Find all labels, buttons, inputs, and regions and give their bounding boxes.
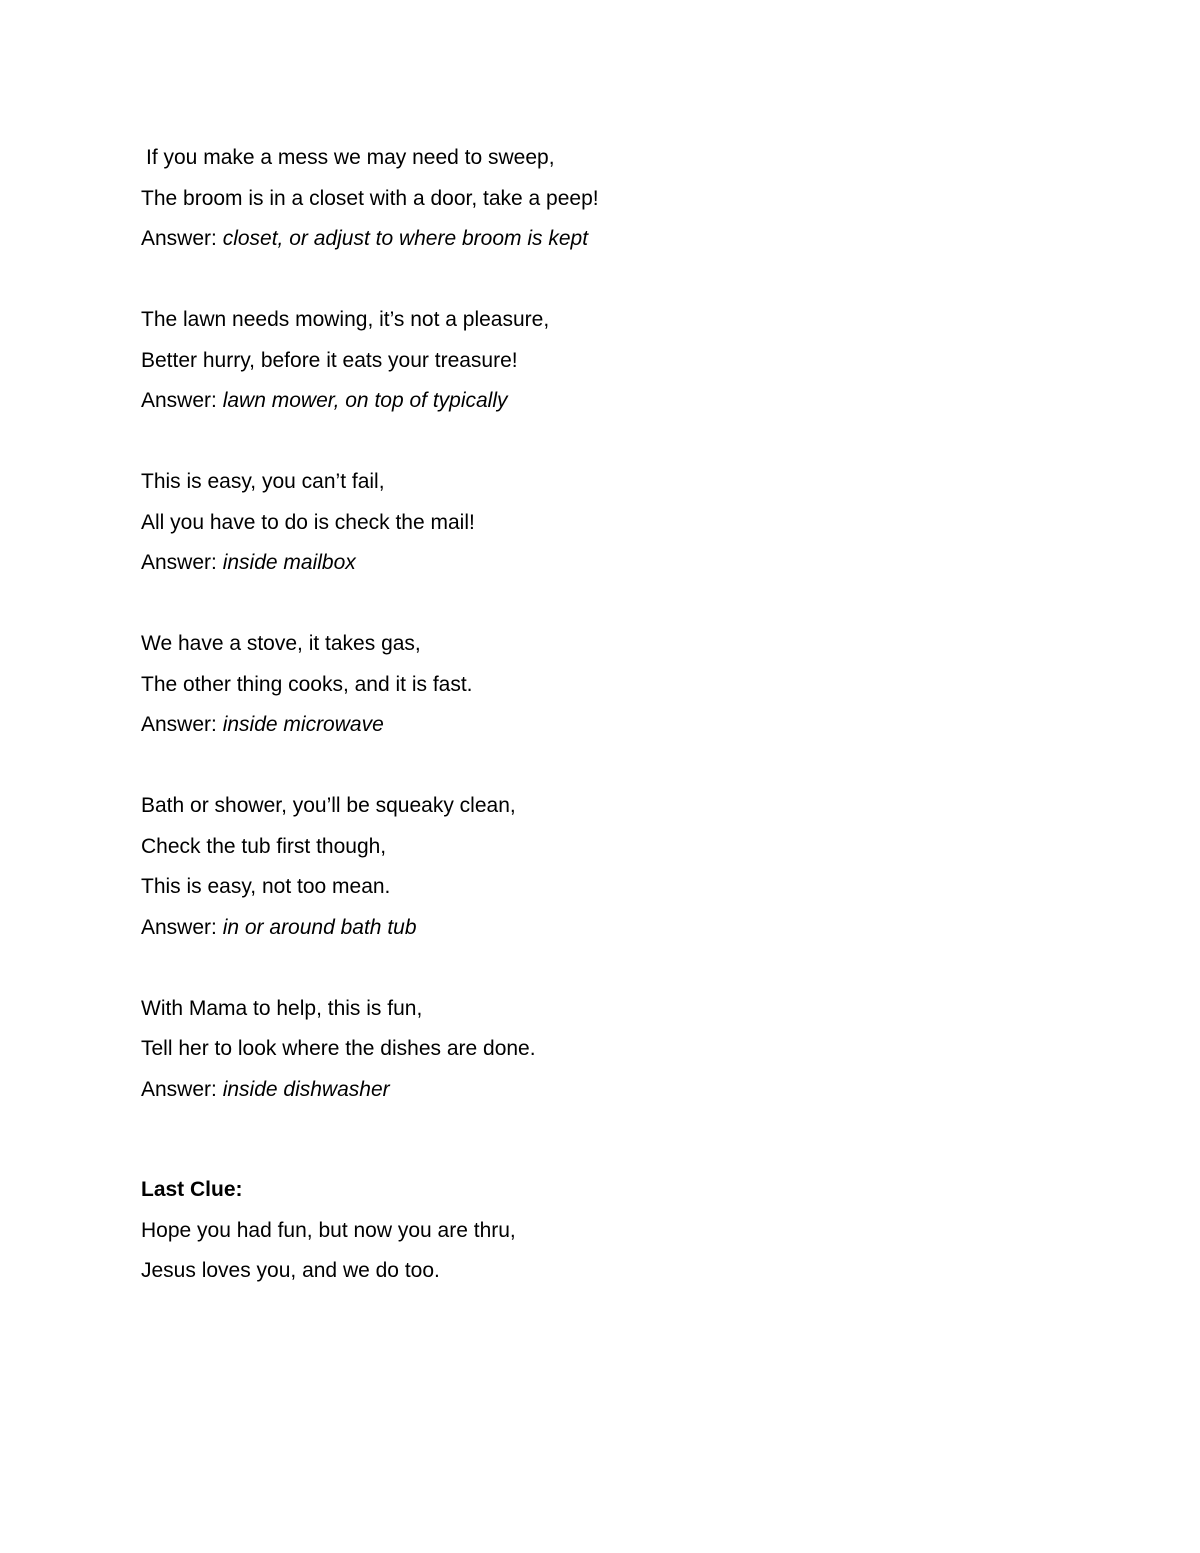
answer-line: [141, 219, 1101, 260]
clue-line: The broom is in a closet with a door, take a peep!: [141, 186, 599, 210]
clue-line: Tell her to look where the dishes are done.: [141, 1037, 536, 1060]
answer-line: [141, 381, 1101, 422]
document-body: [141, 138, 1101, 1292]
clue-block: [141, 624, 1101, 746]
answer-value: closet, or adjust to where broom is kept: [222, 227, 589, 250]
clue-line: Jesus loves you, and we do too.: [141, 1259, 440, 1282]
answer-label: Answer:: [141, 915, 217, 939]
clue-line: Hope you had fun, but now you are thru,: [141, 1218, 516, 1242]
clue-line: We have a stove, it takes gas,: [141, 632, 421, 655]
clue-block: [141, 300, 1101, 422]
clue-line: Check the tub first though,: [141, 834, 387, 858]
spacer: [141, 948, 1101, 989]
answer-value: inside mailbox: [222, 551, 356, 574]
clue-line: All you have to do is check the mail!: [141, 510, 475, 534]
spacer: [141, 584, 1101, 625]
answer-label: Answer:: [141, 713, 217, 736]
last-clue-block: [141, 1170, 1101, 1292]
clue-line: If you make a mess we may need to sweep,: [146, 146, 555, 169]
clue-block: [141, 989, 1101, 1111]
clue-line: Bath or shower, you’ll be squeaky clean,: [141, 794, 516, 817]
spacer: [141, 422, 1101, 463]
answer-label: Answer:: [141, 551, 217, 574]
answer-label: Answer:: [141, 389, 217, 412]
clue-line: The other thing cooks, and it is fast.: [141, 672, 473, 696]
answer-label: Answer:: [141, 227, 217, 250]
answer-line: [141, 908, 1101, 949]
clue-line: With Mama to help, this is fun,: [141, 996, 423, 1020]
answer-value: lawn mower, on top of typically: [222, 389, 508, 412]
spacer: [141, 1110, 1101, 1170]
clue-block: [141, 462, 1101, 584]
clue-line: The lawn needs mowing, it’s not a pleasure,: [141, 308, 550, 331]
spacer: [141, 260, 1101, 301]
answer-line: [141, 1070, 1101, 1111]
clue-line: Better hurry, before it eats your treasure!: [141, 348, 518, 372]
clue-line: This is easy, not too mean.: [141, 875, 391, 898]
answer-line: [141, 543, 1101, 584]
spacer: [141, 746, 1101, 787]
last-clue-heading: Last Clue:: [141, 1178, 243, 1201]
clue-line: This is easy, you can’t fail,: [141, 470, 385, 493]
clue-block: [141, 786, 1101, 948]
answer-label: Answer:: [141, 1077, 217, 1101]
answer-line: [141, 705, 1101, 746]
answer-value: in or around bath tub: [222, 915, 417, 939]
clue-block: [141, 138, 1101, 260]
answer-value: inside microwave: [222, 713, 384, 736]
answer-value: inside dishwasher: [222, 1077, 390, 1101]
